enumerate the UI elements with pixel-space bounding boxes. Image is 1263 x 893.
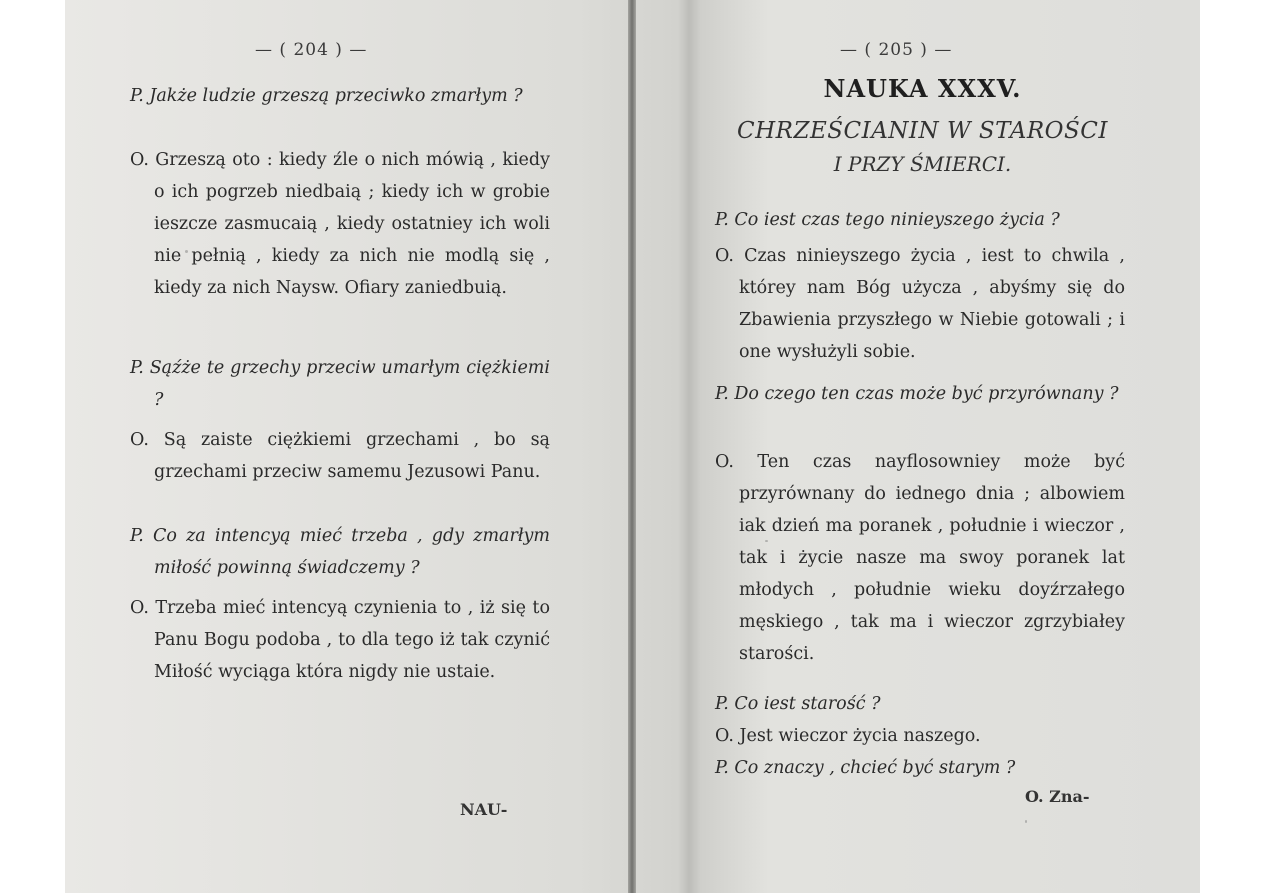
chapter-heading: NAUKA XXXV.	[823, 74, 1022, 103]
right-page	[645, 0, 1200, 893]
answer-entry: O. Są zaiste ciężkiemi grzechami , bo są grzechami przeciw samemu Jezusowi Panu.	[130, 430, 550, 482]
paper-speck	[765, 540, 768, 542]
answer-entry: O. Grzeszą oto : kiedy źle o nich mówią , kiedy o ich pogrzeb niedbaią ; kiedy ich w grobie ieszcze zasmucaią , kiedy ostatniey ich woli nie pełnią , kiedy za nich nie modlą się , kiedy za nich Naysw. Ofiary zaniedbuią.	[130, 150, 550, 298]
answer-entry: O. Ten czas nayflosowniey może być przyrównany do iednego dnia ; albowiem iak dzień ma poranek , południe i wieczor , tak i życie nasze ma swoy poranek lat młodych , południe wieku doyźrzałego męskiego , tak ma i wieczor zgrzybiałey starości.	[715, 452, 1125, 664]
left-catchword: NAU-	[460, 800, 508, 819]
question-entry: P. Jakże ludzie grzeszą przeciwko zmarłym ?	[130, 86, 523, 106]
question-entry: P. Co iest czas tego ninieyszego życia ?	[715, 210, 1060, 230]
question-entry: P. Co iest starość ?	[715, 694, 881, 714]
paper-speck	[1025, 820, 1027, 823]
answer-entry: O. Czas ninieyszego życia , iest to chwila , którey nam Bóg użycza , abyśmy się do Zbawienia przyszłego w Niebie gotowali ; i one wysłużyli sobie.	[715, 246, 1125, 362]
paper-speck	[525, 640, 527, 642]
left-page-number: — ( 204 ) —	[255, 40, 368, 60]
paper-speck	[185, 250, 188, 253]
question-entry: P. Co za intencyą mieć trzeba , gdy zmarłym miłość powinną świadczemy ?	[130, 526, 550, 578]
book-spine	[628, 0, 636, 893]
question-entry: P. Sąźże te grzechy przeciw umarłym ciężkiemi ?	[130, 358, 550, 410]
chapter-subheading-line-2: I PRZY ŚMIERCI.	[833, 152, 1012, 176]
right-catchword: O. Zna-	[1025, 787, 1090, 806]
right-page-number: — ( 205 ) —	[840, 40, 953, 60]
answer-entry: O. Jest wieczor życia naszego.	[715, 726, 981, 746]
chapter-subheading-line-1: CHRZEŚCIANIN W STAROŚCI	[737, 118, 1108, 144]
question-entry: P. Co znaczy , chcieć być starym ?	[715, 758, 1016, 778]
answer-entry: O. Trzeba mieć intencyą czynienia to , iż się to Panu Bogu podoba , to dla tego iż tak czynić Miłość wyciąga która nigdy nie ustaie.	[130, 598, 550, 682]
left-page	[65, 0, 625, 893]
open-book	[65, 0, 1200, 893]
question-entry: P. Do czego ten czas może być przyrównany ?	[715, 384, 1119, 404]
